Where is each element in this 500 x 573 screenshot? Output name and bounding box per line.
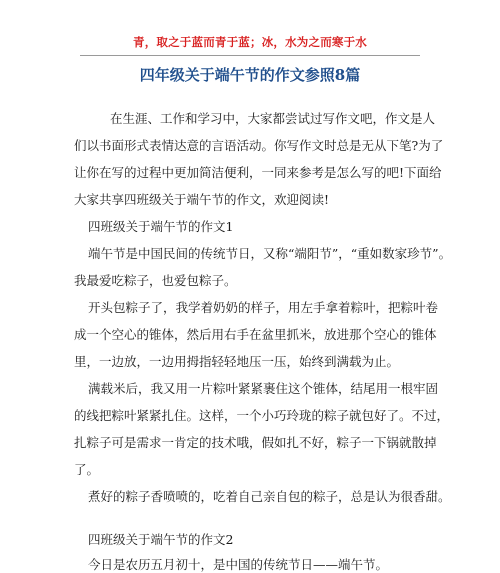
paragraph-line: 的线把粽叶紧紧扎住。这样，一个小巧玲珑的粽子就包好了。不过， (74, 408, 450, 423)
paragraph-line: 里，一边放，一边用拇指轻轻地压一压，始终到满载为止。 (74, 354, 400, 369)
intro-line: 让你在写的过程中更加简洁便利，一同来参考是怎么写的吧!下面给 (74, 165, 442, 180)
paragraph-line: 端午节是中国民间的传统节日，又称“端阳节”，“重如数家珍节”。 (88, 246, 452, 261)
essay-heading: 四班级关于端午节的作文1 (88, 219, 234, 234)
intro-line: 大家共享四班级关于端午节的作文，欢迎阅读! (74, 192, 330, 207)
document-title: 四年级关于端午节的作文参照8篇 (139, 66, 361, 84)
header-divider (80, 55, 420, 56)
paragraph-line: 开头包粽子了，我学着奶奶的样子，用左手拿着粽叶，把粽叶卷 (88, 300, 439, 315)
paragraph-line: 满载米后，我又用一片粽叶紧紧裹住这个锥体，结尾用一根牢固 (88, 381, 439, 396)
paragraph-line: 我最爱吃粽子，也爱包粽子。 (74, 273, 237, 288)
intro-line: 们以书面形式表情达意的言语活动。你写作文时总是无从下笔?为了 (74, 138, 444, 153)
essay-heading: 四班级关于端午节的作文2 (88, 532, 234, 547)
paragraph-line: 成一个空心的锥体，然后用右手在盆里抓米，放进那个空心的锥体 (74, 327, 437, 342)
paragraph-line: 扎粽子可是需求一肯定的技术哦，假如扎不好，粽子一下锅就散掉 (74, 435, 437, 450)
paragraph-line: 煮好的粽子香喷喷的，吃着自己亲自包的粽子，总是认为很香甜。 (88, 489, 451, 504)
header-quote: 青，取之于蓝而青于蓝；冰，水为之而寒于水 (133, 35, 367, 49)
intro-line: 在生涯、工作和学习中，大家都尝试过写作文吧，作文是人 (110, 111, 436, 126)
paragraph-line: 今日是农历五月初十，是中国的传统节日——端午节。 (88, 557, 389, 572)
paragraph-line: 了。 (74, 462, 100, 477)
